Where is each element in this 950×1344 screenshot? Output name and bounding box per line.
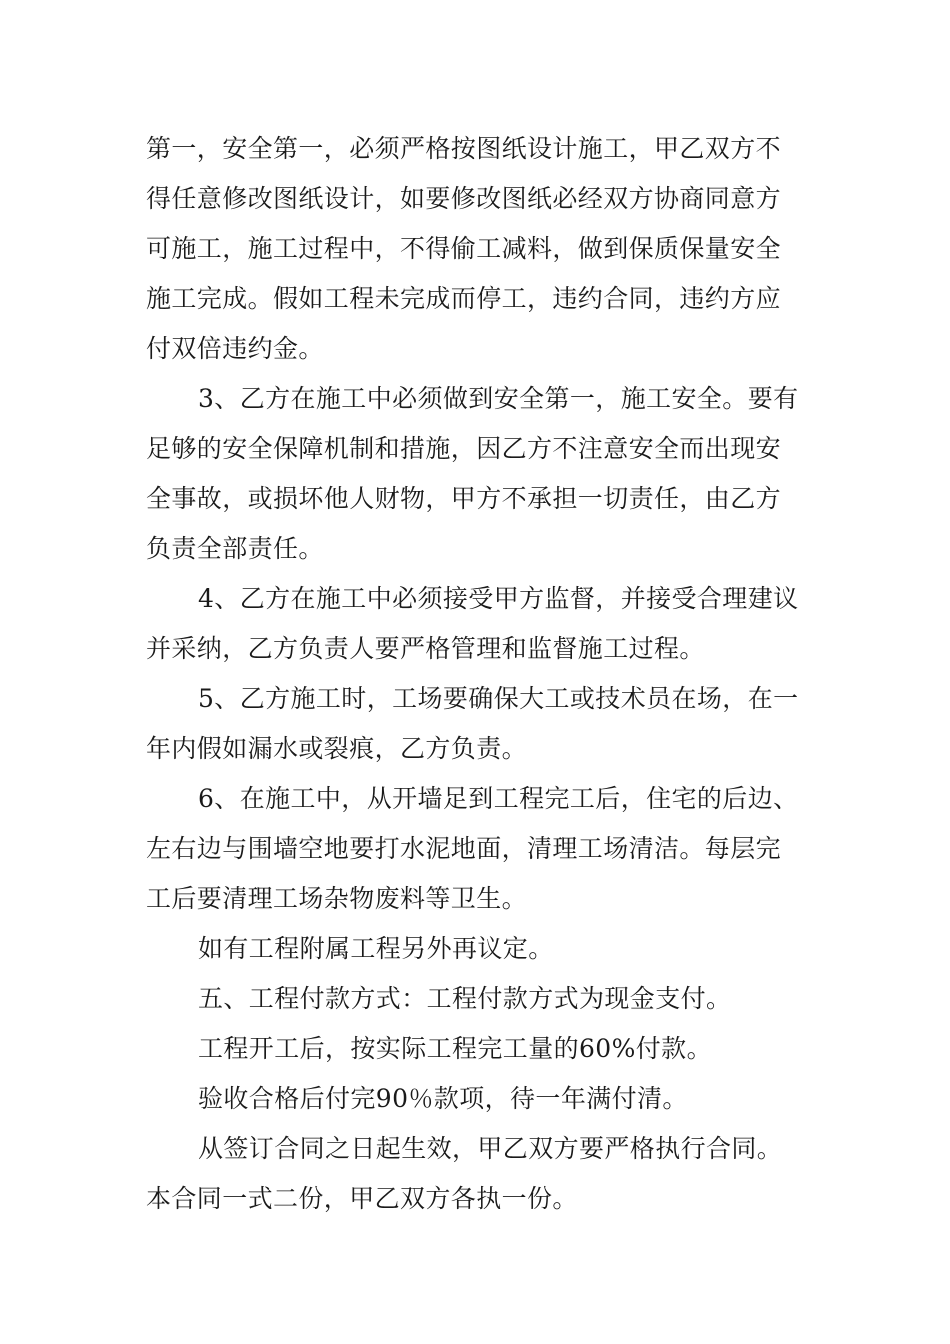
text-line: 五、工程付款方式：工程付款方式为现金支付。 [198, 984, 732, 1013]
text-line: 3、乙方在施工中必须做到安全第一，施工安全。要有 [198, 384, 799, 413]
text-line: 年内假如漏水或裂痕，乙方负责。 [146, 734, 528, 763]
paragraph-safety-first [146, 124, 810, 374]
text-line: 第一，安全第一，必须严格按图纸设计施工，甲乙双方不 [146, 134, 782, 163]
paragraph-effective [146, 1124, 810, 1224]
text-line: 从签订合同之日起生效，甲乙双方要严格执行合同。 [198, 1134, 783, 1163]
text-line: 负责全部责任。 [146, 534, 324, 563]
paragraph-payment-60 [146, 1024, 810, 1074]
paragraph-clause-6 [146, 774, 810, 924]
text-line: 工后要清理工场杂物废料等卫生。 [146, 884, 528, 913]
text-line: 全事故，或损坏他人财物，甲方不承担一切责任，由乙方 [146, 484, 782, 513]
text-line: 5、乙方施工时，工场要确保大工或技术员在场，在一 [198, 684, 799, 713]
text-line: 验收合格后付完90％款项，待一年满付清。 [198, 1084, 688, 1113]
text-line: 工程开工后，按实际工程完工量的60%付款。 [198, 1034, 712, 1063]
text-line: 得任意修改图纸设计，如要修改图纸必经双方协商同意方 [146, 184, 782, 213]
text-line: 可施工，施工过程中，不得偷工减料，做到保质保量安全 [146, 234, 782, 263]
paragraph-additional-works [146, 924, 810, 974]
text-line: 并采纳，乙方负责人要严格管理和监督施工过程。 [146, 634, 705, 663]
text-line: 4、乙方在施工中必须接受甲方监督，并接受合理建议 [198, 584, 799, 613]
text-line: 本合同一式二份，甲乙双方各执一份。 [146, 1184, 578, 1213]
paragraph-payment-90 [146, 1074, 810, 1124]
text-line: 如有工程附属工程另外再议定。 [198, 934, 554, 963]
document-page [146, 124, 810, 1224]
paragraph-clause-4 [146, 574, 810, 674]
paragraph-clause-5 [146, 674, 810, 774]
text-line: 左右边与围墙空地要打水泥地面，清理工场清洁。每层完 [146, 834, 782, 863]
paragraph-clause-3 [146, 374, 810, 574]
text-line: 付双倍违约金。 [146, 334, 324, 363]
text-line: 施工完成。假如工程未完成而停工，违约合同，违约方应 [146, 284, 782, 313]
paragraph-payment-method [146, 974, 810, 1024]
text-line: 6、在施工中，从开墙足到工程完工后，住宅的后边、 [198, 784, 799, 813]
text-line: 足够的安全保障机制和措施，因乙方不注意安全而出现安 [146, 434, 782, 463]
